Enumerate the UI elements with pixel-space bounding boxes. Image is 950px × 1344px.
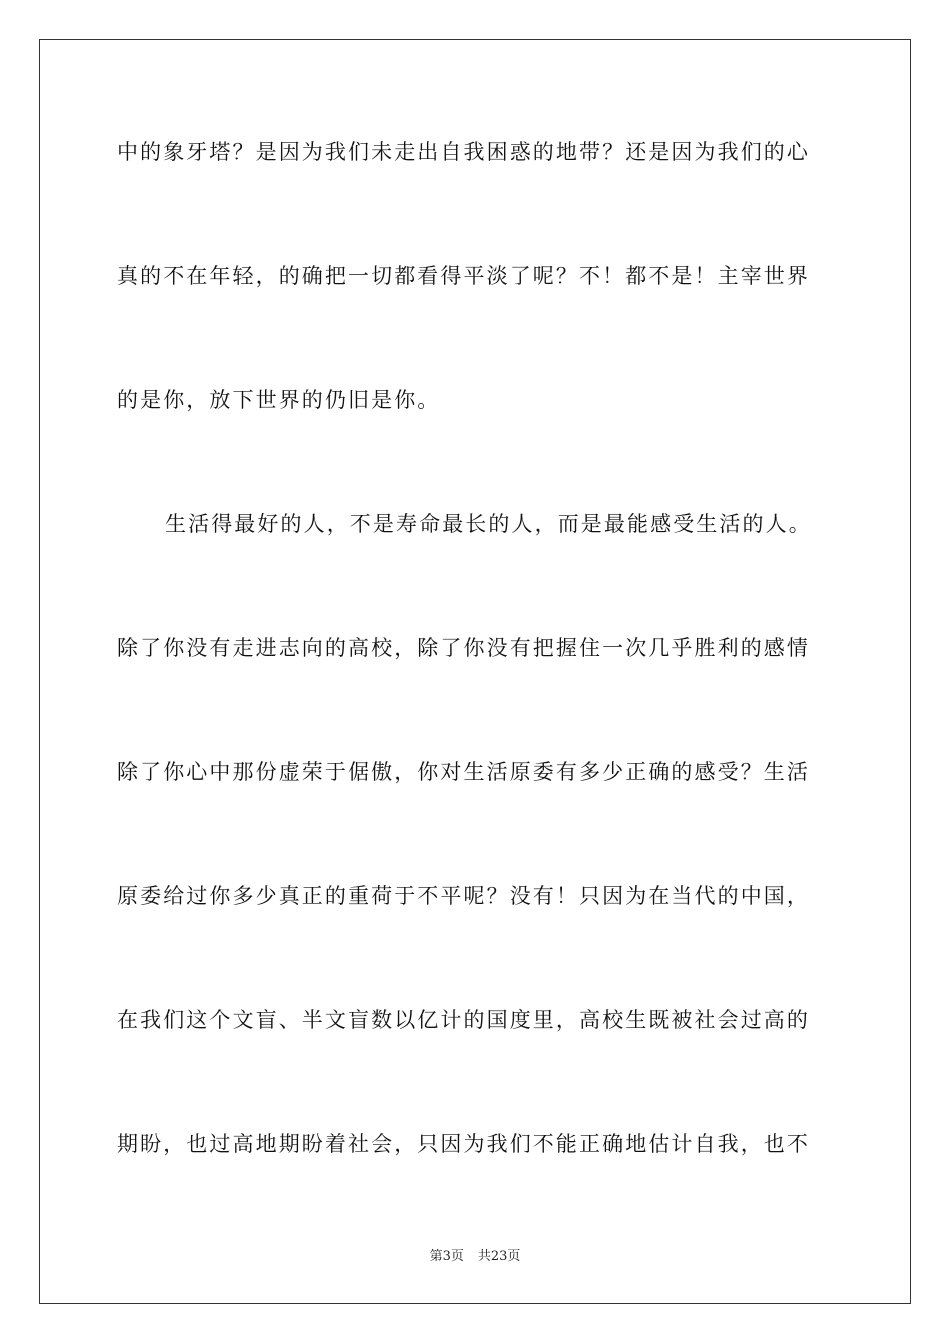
text-line: 原委给过你多少真正的重荷于不平呢？没有！只因为在当代的中国， (117, 884, 810, 908)
paragraph-first-line: 生活得最好的人，不是寿命最长的人，而是最能感受生活的人。 (165, 512, 812, 536)
page-total: 共23页 (477, 1249, 521, 1264)
text-line: 在我们这个文盲、半文盲数以亿计的国度里，高校生既被社会过高的 (117, 1008, 810, 1032)
text-line: 真的不在年轻，的确把一切都看得平淡了呢？不！都不是！主宰世界 (117, 264, 810, 288)
text-line: 期盼，也过高地期盼着社会，只因为我们不能正确地估计自我，也不 (117, 1132, 810, 1156)
page-border (39, 39, 911, 1304)
text-line: 除了你没有走进志向的高校，除了你没有把握住一次几乎胜利的感情 (117, 636, 810, 660)
text-line: 中的象牙塔？是因为我们未走出自我困惑的地带？还是因为我们的心 (117, 140, 810, 164)
page-number: 第3页 (429, 1249, 464, 1264)
page-footer (0, 1248, 950, 1266)
text-line: 除了你心中那份虚荣于倨傲，你对生活原委有多少正确的感受？生活 (117, 760, 810, 784)
text-line: 的是你，放下世界的仍旧是你。 (117, 388, 441, 412)
